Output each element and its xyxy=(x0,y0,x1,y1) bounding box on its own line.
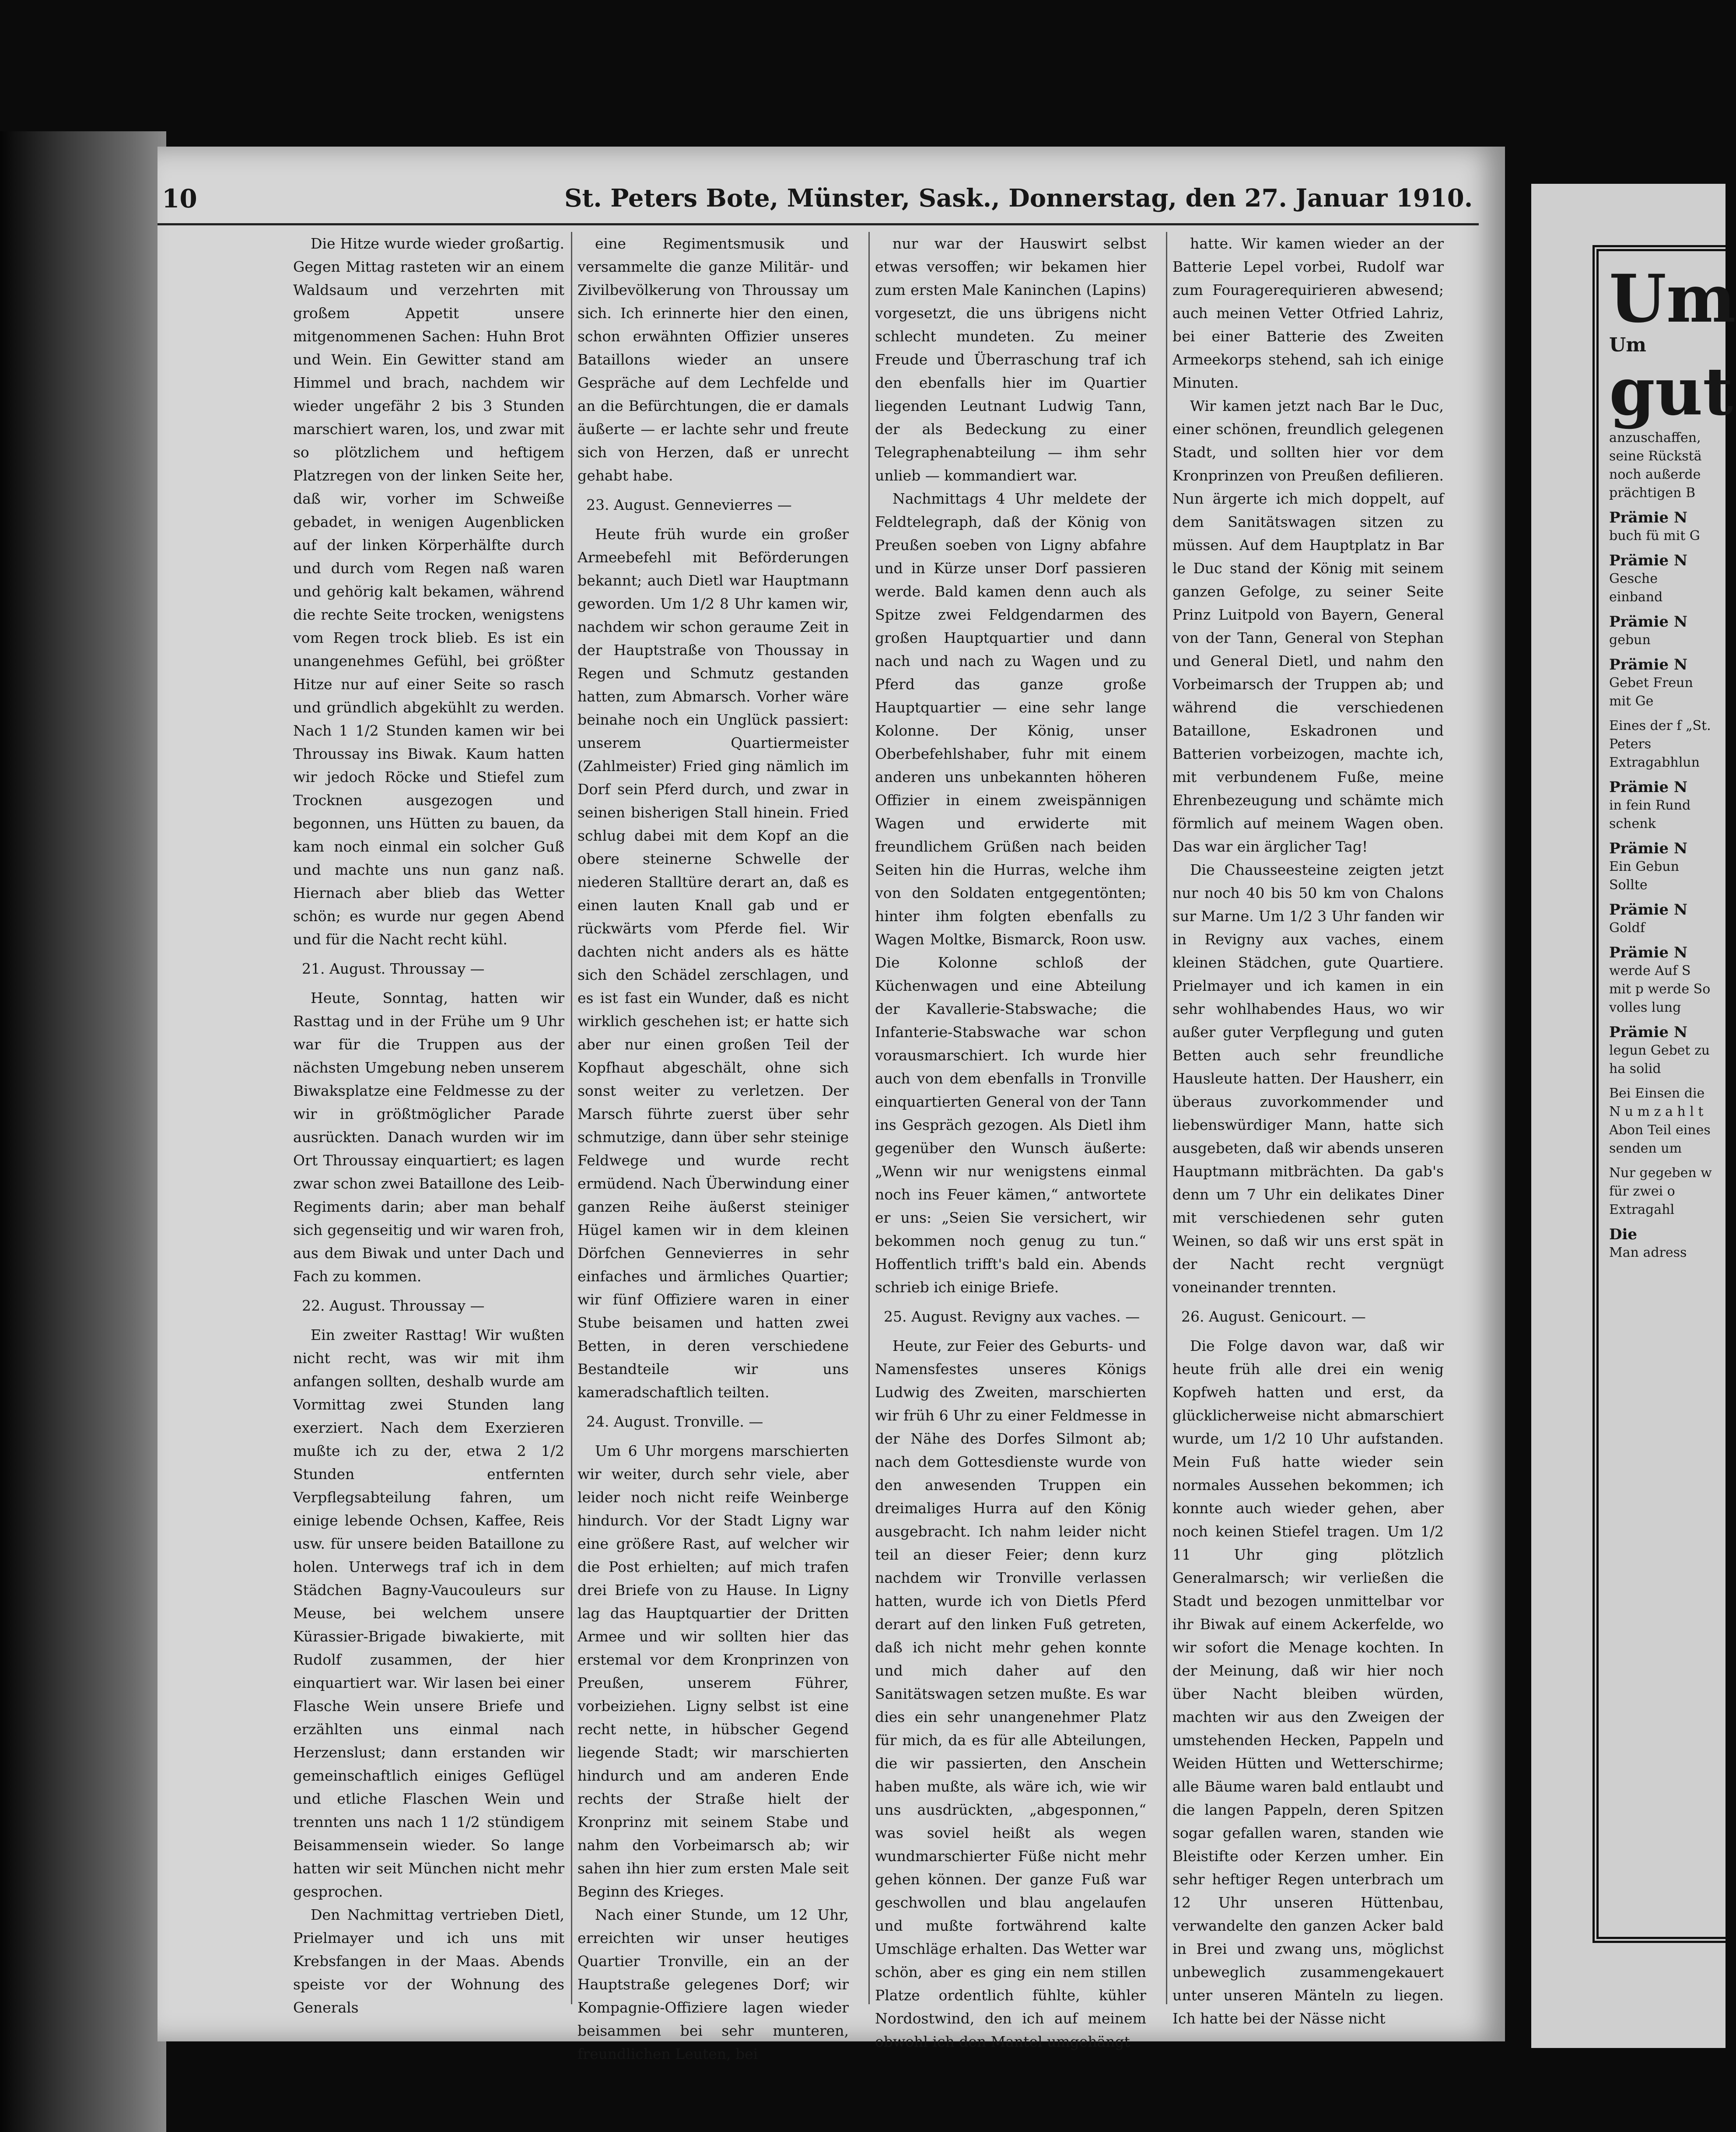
ad-item xyxy=(1609,1084,1715,1158)
paragraph: hatte. Wir kamen wieder an der Batterie Lepel vorbei, Rudolf war zum Fouragerequirieren abwesend; auch meinen Vetter Otfried Lahriz, bei einer Batterie des Zweiten Armeekorps stehend, sah ich einige Minuten. xyxy=(1172,235,1444,391)
paragraph: Ein zweiter Rasttag! Wir wußten nicht recht, was wir mit ihm anfangen sollten, deshalb wurde am Vormittag zwei Stunden lang exerziert. Nach dem Exerzieren mußte ich zu der, etwa 2 1/2 Stunden entfernten Verpflegsabteilung fahren, um einige lebende Ochsen, Kaffee, Reis usw. für unsere beiden Bataillone zu holen. Unterwegs traf ich in dem Städchen Bagny-Vaucouleurs sur Meuse, bei welchem unsere Kürassier-Brigade biwakierte, mit Rudolf zusammen, der hier einquartiert war. Wir lasen bei einer Flasche Wein unsere Briefe und erzählten uns einmal nach Herzenslust; dann erstanden wir gemeinschaftlich einiges Geflügel und etliche Flaschen Wein und trennten uns nach 1 1/2 stündigem Beisammensein wieder. So lange hatten wir seit München nicht mehr gesprochen. xyxy=(293,1326,564,1900)
paragraph: nur war der Hauswirt selbst etwas versoffen; wir bekamen hier zum ersten Male Kaninchen (Lapins) vorgesetzt, die uns übrigens nicht schlecht mundeten. Zu meiner Freude und Überraschung traf ich den ebenfalls hier im Quartier liegenden Leutnant Ludwig Tann, der als Bedeckung zu einer Telegraphenabteilung — ihm sehr unlieb — kommandiert war. xyxy=(875,235,1146,484)
ad-item-title: Prämie N xyxy=(1609,944,1687,961)
ad-item xyxy=(1609,717,1715,772)
ad-item-text: Eines der f „St. Peters Extragabhlun xyxy=(1609,718,1711,770)
ad-item-text: Goldf xyxy=(1609,920,1645,936)
masthead: St. Peters Bote, Münster, Sask., Donnerstag, den 27. Januar 1910. xyxy=(564,184,1473,213)
ad-item xyxy=(1609,901,1715,937)
ad-item-title: Prämie N xyxy=(1609,613,1687,631)
ad-item-title: Prämie N xyxy=(1609,552,1687,569)
ad-headline-2: gut xyxy=(1609,353,1733,430)
premium-advertisement xyxy=(1592,245,1736,1943)
paragraph: Die Chausseesteine zeigten jetzt nur noch 40 bis 50 km von Chalons sur Marne. Um 1/2 3 Uhr fanden wir in Revigny aux vaches, einem kleinen Städchen, gute Quartiere. Prielmayer und ich kamen in ein sehr wohlhabendes Haus, wo wir außer guter Verpflegung und guten Betten auch sehr freundliche Hausleute hatten. Der Hausherr, ein überaus zuvorkommender und liebenswürdiger Mann, hatte sich ausgebeten, daß wir abends unseren Hauptmann mitbrächten. Da gab's denn um 7 Uhr ein delikates Diner mit verschiedenen sehr guten Weinen, so daß wir uns erst spät in der Nacht recht vergnügt voneinander trennten. xyxy=(1172,861,1444,1296)
paragraph: Den Nachmittag vertrieben Dietl, Prielmayer und ich uns mit Krebsfangen in der Maas. Abends speiste vor der Wohnung des Generals xyxy=(293,1906,564,2016)
ad-item-text: Ein Gebun Sollte xyxy=(1609,859,1679,893)
ad-item xyxy=(1609,1023,1715,1078)
ad-item-text: in fein Rund schenk xyxy=(1609,798,1691,831)
ad-item xyxy=(1609,551,1715,607)
ad-item-text: Bei Einsen die N u m z a h l t Abon Teil eines senden um xyxy=(1609,1086,1711,1156)
text-column-1 xyxy=(293,232,564,2026)
ad-items xyxy=(1609,508,1715,1262)
column-divider xyxy=(571,232,572,2004)
header-rule xyxy=(158,223,1479,225)
ad-item xyxy=(1609,656,1715,711)
paragraph: Nachmittags 4 Uhr meldete der Feldtelegraph, daß der König von Preußen soeben von Ligny abfahre und in Kürze unser Dorf passieren werde. Bald kamen denn auch als Spitze zwei Feldgendarmen des großen Hauptquartier und dann nach und nach zu Wagen und zu Pferd das ganze große Hauptquartier — eine sehr lange Kolonne. Der König, unser Oberbefehlshaber, fuhr mit einem anderen uns unbekannten höheren Offizier in einem zweispännigen Wagen und erwiderte mit freundlichem Grüßen nach beiden Seiten hin die Hurras, welche ihm von den Soldaten entgegentönten; hinter ihm folgten ebenfalls zu Wagen Moltke, Bismarck, Roon usw. Die Kolonne schloß der Küchenwagen und eine Abteilung der Kavallerie-Stabswache; die Infanterie-Stabswache war schon vorausmarschiert. Ich wurde hier auch von dem ebenfalls in Tronville einquartierten General von der Tann ins Gespräch gezogen. Als Dietl ihm gegenüber den Wunsch äußerte: „Wenn wir nur wenigstens einmal noch ins Feuer kämen,“ antwortete er uns: „Seien Sie versichert, wir bekommen noch genug zu tun.“ Hoffentlich trifft's bald ein. Abends schrieb ich einige Briefe. xyxy=(875,490,1146,1296)
paragraph: Die Folge davon war, daß wir heute früh alle drei ein wenig Kopfweh hatten und erst, da glücklicherweise nicht abmarschiert wurde, um 1/2 10 Uhr aufstanden. Mein Fuß hatte wieder sein normales Aussehen bekommen; ich konnte auch wieder gehen, aber noch keinen Stiefel tragen. Um 1/2 11 Uhr ging plötzlich Generalmarsch; wir verließen die Stadt und bezogen unmittelbar vor ihr Biwak auf einem Ackerfelde, wo wir sofort die Menage kochten. In der Meinung, daß wir hier noch über Nacht bleiben würden, machten wir aus den Zweigen der umstehenden Hecken, Pappeln und Weiden Hütten und Wetterschirme; alle Bäume waren bald entlaubt und die langen Pappeln, deren Spitzen sogar gefallen waren, standen wie Bleistifte oder Kerzen umher. Ein sehr heftiger Regen unterbrach um 12 Uhr unseren Hüttenbau, verwandelte den ganzen Acker bald in Brei und zwang uns, möglichst unbeweglich zusammengekauert unter unseren Mänteln zu liegen. Ich hatte bei der Nässe nicht xyxy=(1172,1337,1444,2027)
ad-item-text: Nur gegeben w für zwei o Extragahl xyxy=(1609,1165,1712,1217)
ad-item-title: Die xyxy=(1609,1226,1638,1243)
ad-item-title: Prämie N xyxy=(1609,840,1687,857)
text-column-2 xyxy=(578,232,849,2062)
ad-item-text: buch fü mit G xyxy=(1609,528,1700,544)
ad-item-text: legun Gebet zu ha solid xyxy=(1609,1043,1710,1077)
column-divider xyxy=(1166,232,1167,2004)
ad-item-text: werde Auf S mit p werde So volles lung xyxy=(1609,963,1711,1015)
paragraph: Nach einer Stunde, um 12 Uhr, erreichten wir unser heutiges Quartier Tronville, ein an der Hauptstraße gelegenes Dorf; wir Kompagnie-Offiziere lagen wieder beisammen bei sehr munteren, freundlichen Leuten, bei xyxy=(578,1906,849,2062)
text-column-4 xyxy=(1172,232,1444,2026)
ad-item-text: Gebet Freun mit Ge xyxy=(1609,675,1693,709)
section-heading: 21. August. Throussay — xyxy=(302,960,485,977)
text-column-3 xyxy=(875,232,1146,2050)
ad-item xyxy=(1609,613,1715,649)
paragraph: Heute, Sonntag, hatten wir Rasttag und in der Frühe um 9 Uhr war für die Truppen aus der nächsten Umgebung neben unserem Biwaksplatze eine Feldmesse zu der wir in größtmöglicher Parade ausrückten. Danach wurden wir im Ort Throussay einquartiert; es lagen zwar schon zwei Bataillone des Leib-Regiments darin; aber man behalf sich gegenseitig und wir waren froh, aus dem Biwak und unter Dach und Fach zu kommen. xyxy=(293,989,564,1285)
ad-item-title: Prämie N xyxy=(1609,1024,1687,1041)
section-heading: 22. August. Throussay — xyxy=(302,1297,485,1314)
paragraph: Heute, zur Feier des Geburts- und Namensfestes unseres Königs Ludwig des Zweiten, marschierten wir früh 6 Uhr zu einer Feldmesse in der Nähe des Dorfes Silmont ab; nach dem Gottesdienste wurde von den anwesenden Truppen ein dreimaliges Hurra auf den König ausgebracht. Ich nahm leider nicht teil an dieser Feier; denn kurz nachdem wir Tronville verlassen hatten, wurde ich von Dietls Pferd derart auf den linken Fuß getreten, daß ich nicht mehr gehen konnte und mich daher auf den Sanitätswagen setzen mußte. Es war dies ein sehr unangenehmer Platz für mich, da es für alle Abteilungen, die wir passierten, den Anschein haben mußte, als wäre ich, wie wir uns ausdrückten, „abgesponnen,“ was soviel heißt als wegen wundmarschierter Füße nicht mehr gehen können. Der ganze Fuß war geschwollen und blau angelaufen und mußte fortwährend kalte Umschläge erhalten. Das Wetter war schön, aber es ging ein nem stillen Platze ordentlich fühlte, kühler Nordostwind, den ich auf meinem obwohl ich den Mantel umgehängt xyxy=(875,1337,1146,2050)
ad-subheadline: Um xyxy=(1609,334,1646,356)
section-heading: 23. August. Gennevierres — xyxy=(586,496,792,513)
ad-item-title: Prämie N xyxy=(1609,778,1687,796)
ad-item xyxy=(1609,943,1715,1017)
ad-headline: Um xyxy=(1609,260,1736,337)
ad-item-text: gebun xyxy=(1609,632,1651,648)
ad-item xyxy=(1609,1164,1715,1219)
paragraph: Heute früh wurde ein großer Armeebefehl mit Beförderungen bekannt; auch Dietl war Hauptmann geworden. Um 1/2 8 Uhr kamen wir, nachdem wir schon geraume Zeit in der Hauptstraße von Thoussay in Regen und Schmutz gestanden hatten, zum Abmarsch. Vorher wäre beinahe noch ein Unglück passiert: unserem Quartiermeister (Zahlmeister) Fried ging nämlich im Dorf sein Pferd durch, und zwar in seinen bisherigen Stall hinein. Fried schlug dabei mit dem Kopf an die obere steinerne Schwelle der niederen Stalltüre derart an, daß es einen lauten Knall gab und er rückwärts vom Pferde fiel. Wir dachten nicht anders als es hätte sich den Schädel zerschlagen, und es ist fast ein Wunder, daß es nicht wirklich geschehen ist; er hatte sich aber nur einen großen Teil der Kopfhaut abgeschält, ohne sich sonst weiter zu verletzen. Der Marsch führte zuerst über sehr schmutzige, dann über sehr steinige Feldwege und wurde recht ermüdend. Nach Überwindung einer ganzen Reihe äußerst steiniger Hügel kamen wir in dem kleinen Dörfchen Gennevierres in sehr einfaches und ärmliches Quartier; wir fünf Offiziere waren in einer Stube beisamen und hatten zwei Betten, in deren verschiedene Bestandteile wir uns kameradschaftlich teilten. xyxy=(578,526,849,1401)
ad-item-title: Prämie N xyxy=(1609,509,1687,526)
column-divider xyxy=(868,232,870,2004)
paragraph: Wir kamen jetzt nach Bar le Duc, einer schönen, freundlich gelegenen Stadt, und sollten hier vor dem Kronprinzen von Preußen defilieren. Nun ärgerte ich mich doppelt, auf dem Sanitätswagen sitzen zu müssen. Auf dem Hauptplatz in Bar le Duc stand der König mit seinem ganzen Gefolge, zu seiner Seite Prinz Luitpold von Bayern, General von der Tann, General von Stephan und General Dietl, und nahm den Vorbeimarsch der Truppen ab; und während die verschiedenen Bataillone, Eskadronen und Batterien vorbeizogen, machte ich, mit verbundenem Fuße, meine Ehrenbezeugung und schämte mich förmlich auf meinem Wagen oben. Das war ein ärglicher Tag! xyxy=(1172,397,1444,855)
section-heading: 24. August. Tronville. — xyxy=(586,1413,763,1430)
section-heading: 26. August. Genicourt. — xyxy=(1181,1308,1366,1325)
paragraph: Um 6 Uhr morgens marschierten wir weiter, durch sehr viele, aber leider noch nicht reife Weinberge hindurch. Vor der Stadt Ligny war eine größere Rast, auf welcher wir die Post erhielten; auf mich trafen drei Briefe von zu Hause. In Ligny lag das Hauptquartier der Dritten Armee und wir sollten hier das erstemal vor dem Kronprinzen von Preußen, unserem Führer, vorbeiziehen. Ligny selbst ist eine recht nette, in hübscher Gegend liegende Stadt; wir marschierten hindurch und am anderen Ende rechts der Straße hielt der Kronprinz mit seinem Stabe und nahm den Vorbeimarsch ab; wir sahen ihn hier zum ersten Male seit Beginn des Krieges. xyxy=(578,1442,849,1900)
page-number: 10 xyxy=(162,184,197,214)
ad-intro: anzuschaffen, seine Rückstä noch außerde prächtigen B xyxy=(1609,430,1702,501)
ad-item-title: Prämie N xyxy=(1609,656,1687,673)
ad-item-title: Prämie N xyxy=(1609,901,1687,919)
ad-item xyxy=(1609,839,1715,894)
ad-item xyxy=(1609,1225,1715,1262)
section-heading: 25. August. Revigny aux vaches. — xyxy=(884,1308,1140,1325)
book-edge xyxy=(0,131,166,2132)
paragraph: Die Hitze wurde wieder großartig. Gegen Mittag rasteten wir an einem Waldsaum und verzehrten mit großem Appetit unsere mitgenommenen Sachen: Huhn Brot und Wein. Ein Gewitter stand am Himmel und brach, nachdem wir wieder ungefähr 2 bis 3 Stunden marschiert waren, los, und zwar mit so plötzlichem und heftigem Platzregen von der linken Seite her, daß wir, vorher im Schweiße gebadet, in wenigen Augenblicken auf der linken Körperhälfte durch und durch vom Regen naß waren und gehörig kalt bekamen, während die rechte Seite trocken, wenigstens vom Regen trock blieb. Es ist ein unangenehmes Gefühl, bei größter Hitze nur auf einer Seite so rasch und gründlich abgekühlt zu werden. Nach 1 1/2 Stunden kamen wir bei Throussay ins Biwak. Kaum hatten wir jedoch Röcke und Stiefel zum Trocknen ausgezogen und begonnen, uns Hütten zu bauen, da kam noch einmal ein solcher Guß und machte uns nun ganz naß. Hiernach aber blieb das Wetter schön; es wurde nur gegen Abend und für die Nacht recht kühl. xyxy=(293,235,564,948)
ad-item xyxy=(1609,508,1715,545)
ad-item-text: Gesche einband xyxy=(1609,571,1663,605)
ad-item-text: Man adress xyxy=(1609,1245,1687,1260)
paragraph: eine Regimentsmusik und versammelte die ganze Militär- und Zivilbevölkerung von Throussay um sich. Ich erinnerte hier den einen, schon erwähnten Offizier unseres Bataillons wieder an unsere Gespräche auf dem Lechfelde und an die Befürchtungen, die er damals äußerte — er lachte sehr und freute sich von Herzen, daß er unrecht gehabt habe. xyxy=(578,235,849,484)
ad-item xyxy=(1609,778,1715,833)
